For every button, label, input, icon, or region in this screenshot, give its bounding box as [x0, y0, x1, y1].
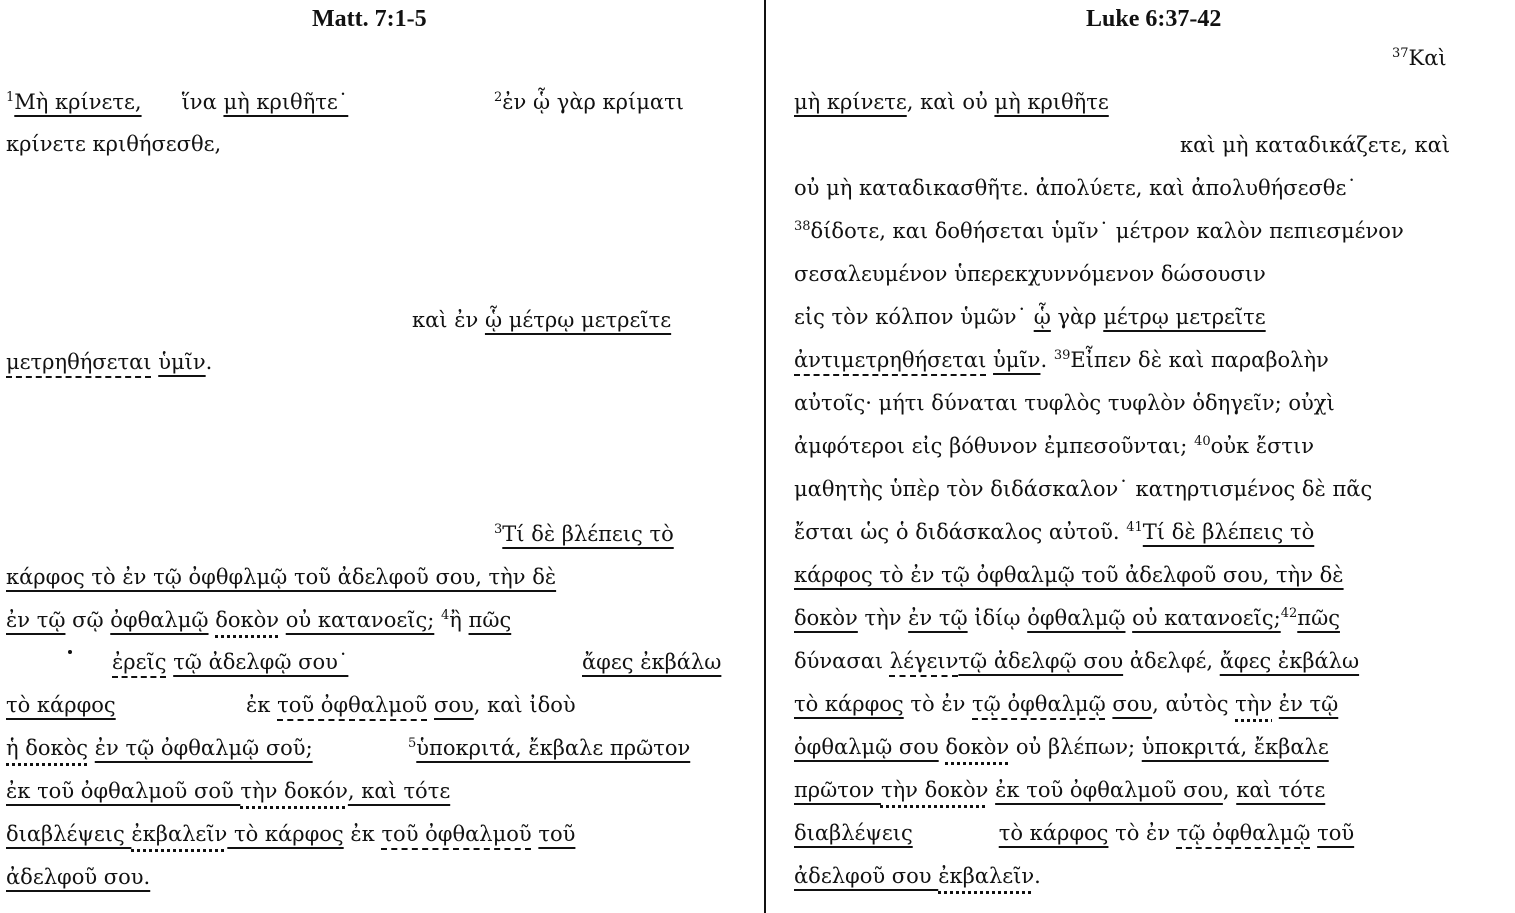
luke-text: ἰδίῳ [967, 606, 1028, 630]
verse-number: 3 [494, 522, 503, 537]
matt-phrase: ἀδελφοῦ σου. [6, 865, 151, 889]
matt-phrase: σου [434, 693, 474, 717]
matt-phrase: ἐν τῷ [6, 608, 66, 632]
luke-text: ἀμφότεροι εἰς βόθυνον ἐμπεσοῦνται; [794, 434, 1195, 458]
luke-phrase: ὀφθαλμῷ σου [794, 735, 939, 759]
luke-text: τὸ ἐν [1108, 821, 1177, 845]
matt-text: ἢ [449, 608, 469, 632]
luke-phrase: ἄφες ἐκβάλω [1219, 649, 1360, 673]
luke-text: οὐκ ἔστιν [1210, 434, 1315, 458]
luke-text: δύνασαι [794, 649, 890, 673]
luke-text: εἰς τὸν κόλπον ὑμῶν˙ [794, 305, 1034, 329]
luke-text: γὰρ [1050, 305, 1104, 329]
matt-line-7 [6, 606, 511, 634]
matt-phrase: τὸ κάρφος [6, 693, 116, 717]
luke-text: , αὐτὸς [1152, 692, 1236, 716]
matt-line-13 [6, 863, 150, 891]
luke-phrase: τῷ ὀφθαλμῷ [1176, 821, 1311, 845]
matt-phrase: τοῦ ὀφθαλμοῦ [381, 822, 532, 846]
luke-phrase: πῶς [1297, 606, 1340, 630]
luke-line-15 [794, 690, 1338, 718]
luke-line-14 [794, 647, 1359, 675]
matt-line-12 [6, 820, 575, 848]
luke-phrase: διαβλέψεις [794, 821, 913, 845]
matt-phrase: οὐ κατανοεῖς; [285, 608, 435, 632]
matt-text: ἵνα [181, 90, 224, 114]
luke-phrase: ὀφθαλμῷ [1027, 606, 1126, 630]
matthew-column-title: Matt. 7:1-5 [312, 6, 427, 32]
luke-phrase: δοκὸν [945, 735, 1010, 759]
luke-text: ἔσται ὡς ὁ διδάσκαλος αὐτοῦ. [794, 520, 1127, 544]
matt-line-11 [6, 777, 450, 805]
luke-phrase: μὴ κρίνετε [794, 90, 907, 114]
matt-line-5 [494, 520, 674, 548]
matt-line-10 [6, 734, 313, 762]
matt-phrase: ὀφθαλμῷ [110, 608, 209, 632]
luke-phrase: τὴν [1235, 692, 1273, 716]
matt-phrase: μὴ κριθῆτε˙ [223, 90, 349, 114]
matt-line-9b [246, 691, 576, 719]
verse-number: 38 [794, 219, 811, 234]
matt-line-2: κρίνετε κριθήσεσθε, [6, 132, 222, 156]
luke-text: , καὶ οὐ [906, 90, 995, 114]
luke-text: Εἶπεν δὲ καὶ παραβολὴν [1070, 348, 1329, 372]
luke-phrase: τῷ ὀφθαλμῷ [972, 692, 1106, 716]
matt-line-4 [6, 348, 212, 376]
luke-phrase: τοῦ [1317, 821, 1355, 845]
matt-line-1b [494, 88, 684, 116]
luke-line-17 [794, 776, 1325, 804]
luke-phrase: καὶ τότε [1236, 778, 1326, 802]
luke-phrase: σου [1112, 692, 1153, 716]
luke-line-16 [794, 733, 1329, 761]
matt-text: ἐκ [246, 693, 278, 717]
matt-line-6 [6, 563, 556, 591]
matt-phrase: ἐκβαλεῖν [131, 822, 228, 846]
luke-text: . [1040, 348, 1054, 372]
luke-phrase: κάρφος τὸ ἐν τῷ ὀφθαλμῷ τοῦ ἀδελφοῦ σου, τὴν δὲ [794, 563, 1344, 587]
stray-dot [68, 650, 72, 654]
matt-line-3 [412, 306, 671, 334]
verse-number: 5 [408, 736, 417, 751]
matt-phrase: ὑποκριτά, ἔκβαλε πρῶτον [416, 736, 691, 760]
matt-text: , καὶ ἰδοὺ [473, 693, 576, 717]
verse-number: 37 [1392, 46, 1409, 61]
luke-text: , [1222, 778, 1237, 802]
luke-line-6 [794, 303, 1266, 331]
luke-text: δίδοτε, και δοθήσεται ὑμῖν˙ μέτρον καλὸν πεπιεσμένον [810, 219, 1404, 243]
matt-phrase: ὑμῖν [158, 350, 206, 374]
luke-line-3: οὐ μὴ καταδικασθῆτε. ἀπολύετε, καὶ ἀπολυθήσεσθε˙ [794, 176, 1357, 200]
matt-phrase: διαβλέψεις [6, 822, 132, 846]
matt-text: σῷ [65, 608, 111, 632]
luke-phrase: ὑμῖν [993, 348, 1041, 372]
matt-phrase: τοῦ ὀφθαλμοῦ [277, 693, 428, 717]
matt-phrase: μετρηθήσεται [6, 350, 152, 374]
verse-number: 1 [6, 90, 15, 105]
luke-text: τὸ ἐν [903, 692, 973, 716]
luke-line-18 [794, 819, 1354, 847]
matt-text: ἐν ᾧ γὰρ κρίματι [502, 90, 684, 114]
matt-line-1 [6, 88, 348, 116]
luke-phrase: ἐν τῷ [1278, 692, 1339, 716]
verse-number: 42 [1280, 606, 1298, 621]
matt-phrase: , καὶ τότε [347, 779, 451, 803]
luke-phrase: ἐκβαλεῖν [938, 864, 1035, 888]
luke-phrase: δοκὸν [794, 606, 858, 630]
luke-text: οὐ βλέπων; [1009, 735, 1142, 759]
matt-phrase: ἄφες ἐκβάλω [582, 650, 722, 674]
matt-line-8b [582, 648, 721, 676]
luke-line-11 [794, 518, 1314, 546]
matt-text: ἐκ [343, 822, 382, 846]
luke-line-0 [1392, 44, 1447, 72]
matt-phrase: πῶς [468, 608, 512, 632]
luke-text: ἀδελφέ, [1123, 649, 1220, 673]
matt-phrase: τῷ ἀδελφῷ σου˙ [173, 650, 349, 674]
luke-phrase: τὸ κάρφος [998, 821, 1109, 845]
luke-phrase: λέγειν [889, 649, 959, 673]
verse-number: 2 [494, 90, 503, 105]
luke-text: τὴν [857, 606, 909, 630]
verse-number: 41 [1126, 520, 1143, 535]
matt-phrase: τοῦ [538, 822, 576, 846]
luke-phrase: ἐκ τοῦ ὀφθαλμοῦ σου [995, 778, 1223, 802]
luke-line-5: σεσαλευμένον ὑπερεκχυννόμενον δώσουσιν [794, 262, 1266, 286]
luke-phrase: ἀδελφοῦ σου [794, 864, 939, 888]
luke-phrase: μέτρῳ μετρεῖτε [1103, 305, 1266, 329]
column-divider [764, 0, 766, 913]
verse-number: 4 [440, 608, 450, 623]
luke-line-7 [794, 346, 1329, 374]
luke-phrase: οὐ κατανοεῖς; [1132, 606, 1281, 630]
luke-phrase: Τί δὲ βλέπεις τὸ [1142, 520, 1315, 544]
luke-phrase: ἀντιμετρηθήσεται [794, 348, 987, 372]
luke-text: . [1034, 864, 1041, 888]
matt-phrase: ἐκ τοῦ ὀφθαλμοῦ σοῦ [6, 779, 241, 803]
luke-phrase: ᾧ [1033, 305, 1051, 329]
luke-phrase: τὴν δοκὸν [880, 778, 989, 802]
luke-line-2: καὶ μὴ καταδικάζετε, καὶ [1180, 133, 1451, 157]
luke-text [1272, 692, 1279, 716]
matt-phrase: δοκὸν [215, 608, 280, 632]
luke-text: Καὶ [1408, 46, 1447, 70]
verse-number: 39 [1053, 348, 1071, 363]
matt-phrase: ἡ δοκὸς [6, 736, 89, 760]
luke-line-13 [794, 604, 1340, 632]
matt-phrase: τὸ κάρφος [227, 822, 344, 846]
luke-line-10: μαθητὴς ὑπὲρ τὸν διδάσκαλον˙ κατηρτισμένος δὲ πᾶς [794, 477, 1373, 501]
matt-phrase: Τί δὲ βλέπεις τὸ [502, 522, 674, 546]
luke-line-8: αὐτοῖς· μήτι δύναται τυφλὸς τυφλὸν ὁδηγεῖν; οὐχὶ [794, 391, 1335, 415]
matt-text: καὶ ἐν [412, 308, 485, 332]
luke-line-12 [794, 561, 1344, 589]
luke-phrase: τὸ κάρφος [794, 692, 904, 716]
matt-text: . [205, 350, 213, 374]
luke-line-4 [794, 217, 1404, 245]
matt-phrase: τὴν δοκόν [240, 779, 348, 803]
matt-line-8 [112, 648, 348, 676]
luke-column-title: Luke 6:37-42 [1086, 6, 1222, 32]
luke-phrase: ἐν τῷ [908, 606, 968, 630]
matt-phrase: ἐρεῖς [112, 650, 167, 674]
matt-phrase: ᾧ μέτρῳ μετρεῖτε [484, 308, 672, 332]
matt-phrase: κάρφος τὸ ἐν τῷ ὀφθφλμῷ τοῦ ἀδελφοῦ σου, τὴν δὲ [6, 565, 557, 589]
luke-line-9 [794, 432, 1314, 460]
matt-line-9 [6, 691, 116, 719]
luke-line-1 [794, 88, 1109, 116]
luke-phrase: μὴ κριθῆτε [994, 90, 1109, 114]
luke-phrase: πρῶτον [794, 778, 881, 802]
matt-phrase: Μὴ κρίνετε, [14, 90, 142, 114]
matt-phrase: ἐν τῷ ὀφθαλμῷ σοῦ; [94, 736, 313, 760]
luke-phrase: τῷ ἀδελφῷ σου [958, 649, 1124, 673]
luke-line-19 [794, 862, 1041, 890]
luke-phrase: ὑποκριτά, ἔκβαλε [1141, 735, 1329, 759]
matt-line-10b [408, 734, 690, 762]
verse-number: 40 [1194, 434, 1211, 449]
